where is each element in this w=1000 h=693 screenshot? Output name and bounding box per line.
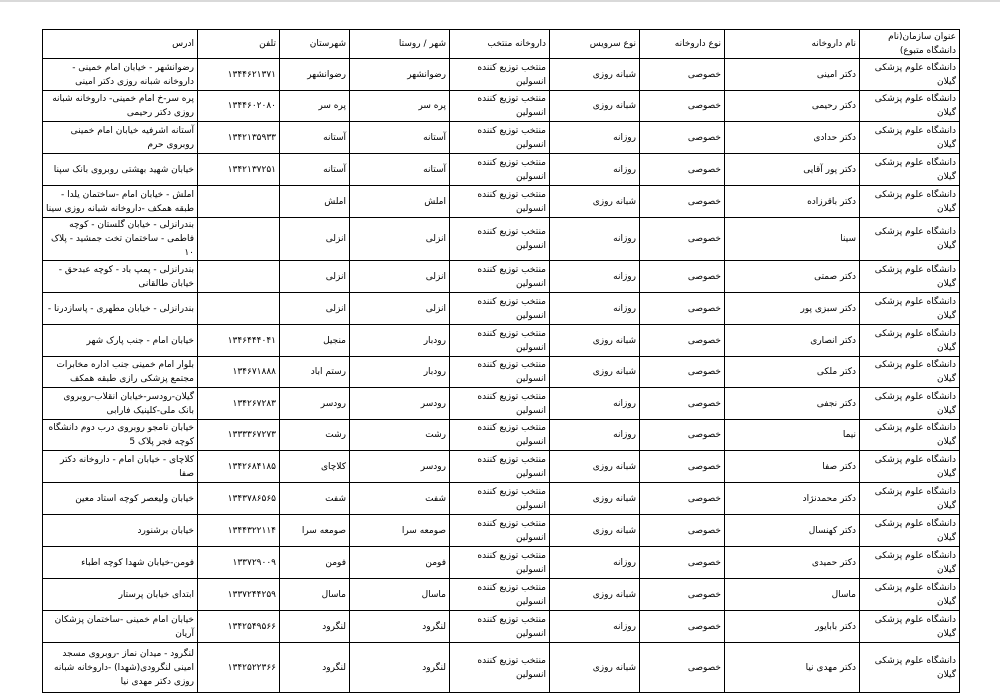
cell-org: دانشگاه علوم پزشکی گیلان xyxy=(860,186,960,218)
cell-city: انزلی xyxy=(350,261,450,293)
cell-pharmacy-name: دکتر سبزی پور xyxy=(725,293,860,325)
cell-pharmacy-type: خصوصی xyxy=(640,547,725,579)
cell-phone: ۱۳۳۷۲۴۴۲۵۹ xyxy=(198,579,280,611)
cell-county: آستانه xyxy=(280,122,350,154)
cell-pharmacy-type: خصوصی xyxy=(640,579,725,611)
cell-pharmacy-type: خصوصی xyxy=(640,420,725,451)
cell-address: ابتدای خیابان پرستار xyxy=(43,579,198,611)
cell-county: کلاچای xyxy=(280,451,350,483)
cell-pharmacy-type: خصوصی xyxy=(640,186,725,218)
cell-phone: ۱۳۴۴۶۲۱۳۷۱ xyxy=(198,59,280,91)
cell-pharmacy-type: خصوصی xyxy=(640,122,725,154)
cell-pharmacy-type: خصوصی xyxy=(640,91,725,122)
cell-city: املش xyxy=(350,186,450,218)
cell-pharmacy-name: دکتر صمتی xyxy=(725,261,860,293)
cell-address: خیابان امام - جنب پارک شهر xyxy=(43,325,198,357)
table-row xyxy=(43,186,960,218)
cell-county: رضوانشهر xyxy=(280,59,350,91)
cell-org: دانشگاه علوم پزشکی گیلان xyxy=(860,59,960,91)
cell-org: دانشگاه علوم پزشکی گیلان xyxy=(860,122,960,154)
cell-pharmacy-name: دکتر انصاری xyxy=(725,325,860,357)
cell-address: خیابان امام خمینی -ساختمان پزشکان آریان xyxy=(43,611,198,643)
cell-address: بلوار امام خمینی جنب اداره مخابرات مجتمع پزشکی رازی طبقه همکف xyxy=(43,357,198,388)
cell-address: فومن-خیابان شهدا کوچه اطباء xyxy=(43,547,198,579)
cell-service-type: شبانه روزی xyxy=(550,451,640,483)
cell-phone xyxy=(198,293,280,325)
cell-selected: منتخب توزیع کننده انسولین xyxy=(450,218,550,261)
cell-city: رودبار xyxy=(350,325,450,357)
cell-org: دانشگاه علوم پزشکی گیلان xyxy=(860,293,960,325)
cell-county: انزلی xyxy=(280,218,350,261)
cell-pharmacy-type: خصوصی xyxy=(640,611,725,643)
cell-pharmacy-name: ماسال xyxy=(725,579,860,611)
cell-pharmacy-name: نیما xyxy=(725,420,860,451)
cell-pharmacy-name: سینا xyxy=(725,218,860,261)
cell-pharmacy-type: خصوصی xyxy=(640,218,725,261)
table-body xyxy=(43,59,960,693)
cell-service-type: شبانه روزی xyxy=(550,186,640,218)
cell-pharmacy-type: خصوصی xyxy=(640,451,725,483)
header-service-type: نوع سرویس xyxy=(550,30,640,59)
cell-pharmacy-type: خصوصی xyxy=(640,325,725,357)
table-row xyxy=(43,483,960,515)
cell-org: دانشگاه علوم پزشکی گیلان xyxy=(860,420,960,451)
cell-address: بندرانزلی - خیابان مطهری - پاسازدرنا - xyxy=(43,293,198,325)
cell-service-type: شبانه روزی xyxy=(550,325,640,357)
cell-phone xyxy=(198,218,280,261)
cell-pharmacy-type: خصوصی xyxy=(640,293,725,325)
cell-selected: منتخب توزیع کننده انسولین xyxy=(450,59,550,91)
cell-service-type: روزانه xyxy=(550,388,640,420)
header-county: شهرستان xyxy=(280,30,350,59)
cell-phone: ۱۳۴۲۶۸۴۱۸۵ xyxy=(198,451,280,483)
cell-county: پره سر xyxy=(280,91,350,122)
cell-city: ماسال xyxy=(350,579,450,611)
cell-org: دانشگاه علوم پزشکی گیلان xyxy=(860,547,960,579)
cell-org: دانشگاه علوم پزشکی گیلان xyxy=(860,643,960,693)
cell-county: انزلی xyxy=(280,293,350,325)
cell-city: لنگرود xyxy=(350,643,450,693)
header-pharmacy-type: نوع داروخانه xyxy=(640,30,725,59)
cell-selected: منتخب توزیع کننده انسولین xyxy=(450,325,550,357)
cell-pharmacy-name: دکتر مهدی نیا xyxy=(725,643,860,693)
cell-pharmacy-name: دکتر باقرزاده xyxy=(725,186,860,218)
cell-service-type: روزانه xyxy=(550,122,640,154)
cell-selected: منتخب توزیع کننده انسولین xyxy=(450,186,550,218)
cell-city: آستانه xyxy=(350,122,450,154)
cell-city: رودسر xyxy=(350,451,450,483)
cell-county: فومن xyxy=(280,547,350,579)
cell-selected: منتخب توزیع کننده انسولین xyxy=(450,154,550,186)
cell-address: خیابان شهید بهشتی روبروی بانک سپنا xyxy=(43,154,198,186)
cell-phone: ۱۳۴۴۶۰۲۰۸۰ xyxy=(198,91,280,122)
table-row xyxy=(43,261,960,293)
cell-selected: منتخب توزیع کننده انسولین xyxy=(450,643,550,693)
cell-county: رودسر xyxy=(280,388,350,420)
cell-pharmacy-name: دکتر بابایور xyxy=(725,611,860,643)
table-row xyxy=(43,325,960,357)
cell-selected: منتخب توزیع کننده انسولین xyxy=(450,388,550,420)
cell-pharmacy-type: خصوصی xyxy=(640,388,725,420)
cell-address: املش - خیابان امام -ساختمان یلدا - طبقه همکف -داروخانه شبانه روزی سینا xyxy=(43,186,198,218)
cell-phone: ۱۳۴۴۳۲۲۱۱۴ xyxy=(198,515,280,547)
cell-org: دانشگاه علوم پزشکی گیلان xyxy=(860,483,960,515)
table-row xyxy=(43,122,960,154)
table-row xyxy=(43,547,960,579)
cell-pharmacy-name: دکتر کهنسال xyxy=(725,515,860,547)
cell-county: املش xyxy=(280,186,350,218)
table-row xyxy=(43,451,960,483)
cell-service-type: شبانه روزی xyxy=(550,91,640,122)
cell-address: آستانه اشرفیه خیابان امام خمینی روبروی حرم xyxy=(43,122,198,154)
cell-selected: منتخب توزیع کننده انسولین xyxy=(450,420,550,451)
table-row xyxy=(43,611,960,643)
cell-service-type: روزانه xyxy=(550,261,640,293)
cell-address: پره سر-خ امام خمینی- داروخانه شبانه روزی دکتر رحیمی xyxy=(43,91,198,122)
cell-city: فومن xyxy=(350,547,450,579)
cell-address: خیابان ولیعصر کوچه استاد معین xyxy=(43,483,198,515)
cell-selected: منتخب توزیع کننده انسولین xyxy=(450,293,550,325)
cell-service-type: شبانه روزی xyxy=(550,579,640,611)
cell-phone: ۱۳۴۲۱۳۷۲۵۱ xyxy=(198,154,280,186)
table-row xyxy=(43,218,960,261)
cell-county: رشت xyxy=(280,420,350,451)
cell-phone: ۱۳۴۲۶۷۲۸۳ xyxy=(198,388,280,420)
cell-pharmacy-name: دکتر حدادی xyxy=(725,122,860,154)
cell-org: دانشگاه علوم پزشکی گیلان xyxy=(860,388,960,420)
cell-phone xyxy=(198,186,280,218)
cell-pharmacy-type: خصوصی xyxy=(640,59,725,91)
cell-service-type: شبانه روزی xyxy=(550,643,640,693)
cell-phone: ۱۳۳۳۳۶۷۲۷۳ xyxy=(198,420,280,451)
page-top-edge xyxy=(0,0,1000,2)
header-pharmacy-name: نام داروخانه xyxy=(725,30,860,59)
cell-phone: ۱۳۴۲۱۳۵۹۳۳ xyxy=(198,122,280,154)
cell-address: گیلان-رودسر-خیابان انقلاب-روبروی بانک ملی-کلینیک فارابی xyxy=(43,388,198,420)
table-row xyxy=(43,579,960,611)
table-row xyxy=(43,388,960,420)
cell-county: ماسال xyxy=(280,579,350,611)
cell-city: لنگرود xyxy=(350,611,450,643)
cell-org: دانشگاه علوم پزشکی گیلان xyxy=(860,357,960,388)
cell-service-type: شبانه روزی xyxy=(550,59,640,91)
cell-org: دانشگاه علوم پزشکی گیلان xyxy=(860,611,960,643)
cell-selected: منتخب توزیع کننده انسولین xyxy=(450,611,550,643)
cell-pharmacy-type: خصوصی xyxy=(640,515,725,547)
cell-org: دانشگاه علوم پزشکی گیلان xyxy=(860,154,960,186)
cell-org: دانشگاه علوم پزشکی گیلان xyxy=(860,91,960,122)
cell-address: کلاچای - خیابان امام - داروخانه دکتر صفا xyxy=(43,451,198,483)
cell-service-type: روزانه xyxy=(550,293,640,325)
cell-service-type: شبانه روزی xyxy=(550,357,640,388)
cell-city: رضوانشهر xyxy=(350,59,450,91)
pharmacy-table-sheet xyxy=(42,29,959,687)
cell-pharmacy-type: خصوصی xyxy=(640,643,725,693)
cell-service-type: شبانه روزی xyxy=(550,515,640,547)
cell-pharmacy-name: دکتر نجفی xyxy=(725,388,860,420)
pharmacy-table xyxy=(42,29,960,693)
table-row xyxy=(43,154,960,186)
table-row xyxy=(43,643,960,693)
cell-phone xyxy=(198,261,280,293)
cell-service-type: روزانه xyxy=(550,611,640,643)
cell-org: دانشگاه علوم پزشکی گیلان xyxy=(860,579,960,611)
cell-pharmacy-name: دکتر صفا xyxy=(725,451,860,483)
cell-phone: ۱۳۴۶۴۴۴۰۴۱ xyxy=(198,325,280,357)
cell-city: انزلی xyxy=(350,293,450,325)
cell-city: انزلی xyxy=(350,218,450,261)
cell-county: آستانه xyxy=(280,154,350,186)
header-selected: داروخانه منتخب xyxy=(450,30,550,59)
cell-county: شفت xyxy=(280,483,350,515)
cell-org: دانشگاه علوم پزشکی گیلان xyxy=(860,515,960,547)
cell-city: صومعه سرا xyxy=(350,515,450,547)
cell-pharmacy-name: دکتر امینی xyxy=(725,59,860,91)
cell-selected: منتخب توزیع کننده انسولین xyxy=(450,547,550,579)
header-row xyxy=(43,30,960,59)
cell-org: دانشگاه علوم پزشکی گیلان xyxy=(860,218,960,261)
cell-org: دانشگاه علوم پزشکی گیلان xyxy=(860,325,960,357)
cell-city: رودبار xyxy=(350,357,450,388)
cell-selected: منتخب توزیع کننده انسولین xyxy=(450,91,550,122)
cell-address: لنگرود - میدان نماز -روبروی مسجد امینی لنگرودی(شهدا) -داروخانه شبانه روزی دکتر مهدی نیا xyxy=(43,643,198,693)
cell-service-type: روزانه xyxy=(550,547,640,579)
cell-pharmacy-name: دکتر رحیمی xyxy=(725,91,860,122)
cell-phone: ۱۳۴۳۷۸۶۵۶۵ xyxy=(198,483,280,515)
table-row xyxy=(43,420,960,451)
cell-pharmacy-name: دکتر محمدنژاد xyxy=(725,483,860,515)
cell-city: پره سر xyxy=(350,91,450,122)
cell-pharmacy-type: خصوصی xyxy=(640,483,725,515)
header-phone: تلفن xyxy=(198,30,280,59)
cell-selected: منتخب توزیع کننده انسولین xyxy=(450,357,550,388)
table-row xyxy=(43,357,960,388)
table-row xyxy=(43,91,960,122)
cell-city: آستانه xyxy=(350,154,450,186)
cell-county: لنگرود xyxy=(280,643,350,693)
cell-phone: ۱۳۴۶۷۱۸۸۸ xyxy=(198,357,280,388)
cell-service-type: روزانه xyxy=(550,420,640,451)
cell-address: خیابان نامجو روبروی درب دوم دانشگاه کوچه فجر پلاک 5 xyxy=(43,420,198,451)
cell-pharmacy-name: دکتر پور آقایی xyxy=(725,154,860,186)
cell-service-type: شبانه روزی xyxy=(550,483,640,515)
cell-city: رودسر xyxy=(350,388,450,420)
cell-pharmacy-type: خصوصی xyxy=(640,154,725,186)
cell-phone: ۱۳۴۲۵۲۲۳۶۶ xyxy=(198,643,280,693)
cell-county: انزلی xyxy=(280,261,350,293)
cell-selected: منتخب توزیع کننده انسولین xyxy=(450,579,550,611)
cell-selected: منتخب توزیع کننده انسولین xyxy=(450,483,550,515)
cell-pharmacy-name: دکتر ملکی xyxy=(725,357,860,388)
cell-phone: ۱۳۳۷۲۹۰۰۹ xyxy=(198,547,280,579)
cell-selected: منتخب توزیع کننده انسولین xyxy=(450,261,550,293)
cell-org: دانشگاه علوم پزشکی گیلان xyxy=(860,451,960,483)
cell-phone: ۱۳۴۲۵۴۹۵۶۶ xyxy=(198,611,280,643)
cell-address: بندرانزلی - پمپ باد - کوچه عبدحق - خیابان طالقانی xyxy=(43,261,198,293)
cell-city: شفت xyxy=(350,483,450,515)
cell-org: دانشگاه علوم پزشکی گیلان xyxy=(860,261,960,293)
cell-selected: منتخب توزیع کننده انسولین xyxy=(450,515,550,547)
cell-county: لنگرود xyxy=(280,611,350,643)
table-row xyxy=(43,515,960,547)
cell-county: صومعه سرا xyxy=(280,515,350,547)
cell-selected: منتخب توزیع کننده انسولین xyxy=(450,451,550,483)
header-address: ادرس xyxy=(43,30,198,59)
table-row xyxy=(43,59,960,91)
cell-pharmacy-name: دکتر حمیدی xyxy=(725,547,860,579)
header-city: شهر / روستا xyxy=(350,30,450,59)
cell-address: بندرانزلی - خیابان گلستان - کوچه فاطمی - ساختمان تخت جمشید - پلاک ۱۰ xyxy=(43,218,198,261)
cell-county: رستم اباد xyxy=(280,357,350,388)
cell-service-type: روزانه xyxy=(550,154,640,186)
cell-address: رضوانشهر - خیابان امام خمینی - داروخانه شبانه روزی دکتر امینی xyxy=(43,59,198,91)
cell-pharmacy-type: خصوصی xyxy=(640,357,725,388)
cell-county: منجیل xyxy=(280,325,350,357)
cell-city: رشت xyxy=(350,420,450,451)
cell-address: خیابان برشنورد xyxy=(43,515,198,547)
cell-pharmacy-type: خصوصی xyxy=(640,261,725,293)
header-org: عنوان سازمان(نام دانشگاه متبوع) xyxy=(860,30,960,59)
cell-selected: منتخب توزیع کننده انسولین xyxy=(450,122,550,154)
table-row xyxy=(43,293,960,325)
cell-service-type: روزانه xyxy=(550,218,640,261)
